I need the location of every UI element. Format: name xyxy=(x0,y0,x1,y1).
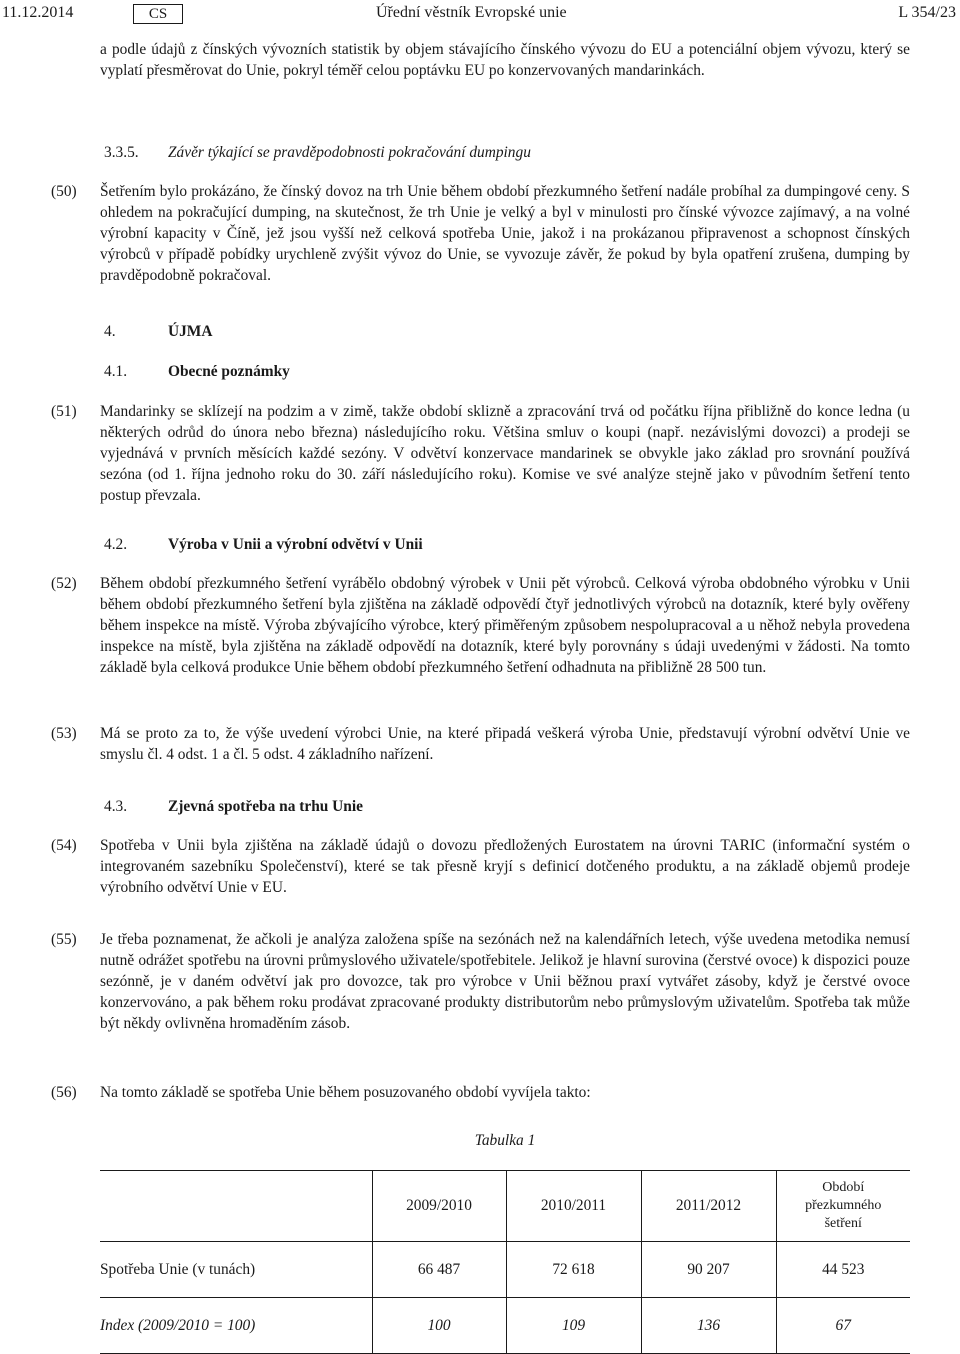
section-number-42: 4.2. xyxy=(104,536,128,553)
paragraph-number-51: (51) xyxy=(51,403,77,420)
paragraph-number-53: (53) xyxy=(51,725,77,742)
section-number-41: 4.1. xyxy=(104,363,128,380)
table-header-cell: 2009/2010 xyxy=(372,1171,506,1242)
table-cell: 44 523 xyxy=(776,1242,910,1298)
paragraph-50: Šetřením bylo prokázáno, že čínský dovoz na trh Unie během období přezkumného šetření nadále probíhal za dumpingové ceny. S ohledem na pokračující dumping, na skutečnost, že trh Unie je velký a byl v minulosti pro čínské vývozce zajímavý, a na volné výrobní kapacity v Číně, jež jsou vyšší než celková spotřeba Unie, jakož i na prokázanou připravenost a schopnost čínských výrobců v případě pobídky urychleně zvýšit vývoz do Unie, se vyvozuje závěr, že pokud by byla opatření zrušena, dumping by pravděpodobně pokračoval. xyxy=(100,183,910,284)
intro-paragraph: a podle údajů z čínských vývozních statistik by objem stávajícího čínského vývozu do EU a potenciální objem vývozu, který se vyplatí přesměrovat do Unie, pokryl téměř celou poptávku EU po konzervovaných mandarinkách. xyxy=(100,41,910,79)
paragraph-53: Má se proto za to, že výše uvedení výrobci Unie, na které připadá veškerá výroba Unie, představují výrobní odvětví Unie ve smyslu čl. 4 odst. 1 a čl. 5 odst. 4 základního nařízení. xyxy=(100,725,910,763)
page-reference: L 354/23 xyxy=(898,4,956,21)
section-title-43: Zjevná spotřeba na trhu Unie xyxy=(168,798,363,815)
paragraph-56: Na tomto základě se spotřeba Unie během posuzovaného období vyvíjela takto: xyxy=(100,1084,591,1101)
paragraph-number-56: (56) xyxy=(51,1084,77,1101)
table-row xyxy=(100,1298,910,1354)
section-title-42: Výroba v Unii a výrobní odvětví v Unii xyxy=(168,536,423,553)
publication-date: 11.12.2014 xyxy=(2,4,74,21)
table-header-cell: 2011/2012 xyxy=(641,1171,776,1242)
table-cell: 100 xyxy=(372,1298,506,1354)
journal-title: Úřední věstník Evropské unie xyxy=(376,4,567,21)
table-cell: 109 xyxy=(506,1298,641,1354)
section-number-4: 4. xyxy=(104,323,116,340)
paragraph-number-54: (54) xyxy=(51,837,77,854)
table-header-cell: 2010/2011 xyxy=(506,1171,641,1242)
section-number-335: 3.3.5. xyxy=(104,144,139,161)
section-title-4: ÚJMA xyxy=(168,323,213,340)
table-cell: 67 xyxy=(776,1298,910,1354)
page-header xyxy=(0,4,960,24)
paragraph-number-52: (52) xyxy=(51,575,77,592)
paragraph-52: Během období přezkumného šetření vyrábělo obdobný výrobek v Unii pět výrobců. Celková výroba obdobného výrobku v Unii během období přezkumného šetření byla zjištěna na základě odpovědí čtyř jednotlivých výrobců na dotazník, které byly ověřeny během inspekce na místě. Výroba zbývajícího výrobce, který přiměřeným způsobem nespolupracoval a u něhož nebyla provedena inspekce na místě, byla zjištěna na základě odpovědí na dotazník, které byly porovnány s údaji uvedenými v žádosti. Na tomto základě byla celková produkce Unie během období přezkumného šetření odhadnuta na přibližně 28 500 tun. xyxy=(100,575,910,676)
table-cell: 90 207 xyxy=(641,1242,776,1298)
section-title-41: Obecné poznámky xyxy=(168,363,290,380)
table-row-label: Index (2009/2010 = 100) xyxy=(100,1298,372,1354)
language-badge: CS xyxy=(133,4,183,24)
table-header-cell: Období přezkumného šetření xyxy=(776,1171,910,1242)
paragraph-54: Spotřeba v Unii byla zjištěna na základě údajů o dovozu předložených Eurostatem na úrovni TARIC (informační systém o integrovaném sazebníku Společenství), které se tak přesně kryjí s definicí dotčeného produktu, a na základě objemů prodeje výrobního odvětví Unie v EU. xyxy=(100,837,910,896)
paragraph-number-50: (50) xyxy=(51,183,77,200)
table-caption: Tabulka 1 xyxy=(474,1132,536,1149)
table-header-empty xyxy=(100,1171,372,1242)
table-row-label: Spotřeba Unie (v tunách) xyxy=(100,1242,372,1298)
section-number-43: 4.3. xyxy=(104,798,128,815)
paragraph-51: Mandarinky se sklízejí na podzim a v zimě, takže období sklizně a zpracování trvá od počátku října přibližně do konce ledna (u některých odrůd do února nebo března) následujícího roku. Většina smluv o koupi (např. nezávislými dovozci) a prodeji se vyjednává v prvních měsících každé sezóny. V odvětví konzervace mandarinek se obvykle jako základ pro srovnání používá sezóna (od 1. října jednoho roku do 30. září následujícího roku). Komise ve své analýze stejně jako v původním šetření tento postup převzala. xyxy=(100,403,910,504)
table-cell: 72 618 xyxy=(506,1242,641,1298)
table-row xyxy=(100,1242,910,1298)
section-title-335: Závěr týkající se pravděpodobnosti pokračování dumpingu xyxy=(168,144,531,161)
paragraph-number-55: (55) xyxy=(51,931,77,948)
table-cell: 136 xyxy=(641,1298,776,1354)
paragraph-55: Je třeba poznamenat, že ačkoli je analýza založena spíše na sezónách než na kalendářních letech, výše uvedena metodika nemusí nutně odrážet spotřebu na úrovni průmyslového uživatele/spotřebitele. Jelikož je hlavní surovina (čerstvé ovoce) k dispozici pouze sezónně, je v daném odvětví jak pro dovozce, tak pro výrobce v Unii běžnou praxí vytvářet zásoby, když je čerstvé ovoce konzervováno, a pak během roku prodávat zpracované produkty distributorům nebo průmyslovým uživatelům. Spotřeba tak může být někdy ovlivněna hromaděním zásob. xyxy=(100,931,910,1032)
consumption-table xyxy=(100,1170,910,1354)
table-header-row xyxy=(100,1171,910,1242)
table-cell: 66 487 xyxy=(372,1242,506,1298)
